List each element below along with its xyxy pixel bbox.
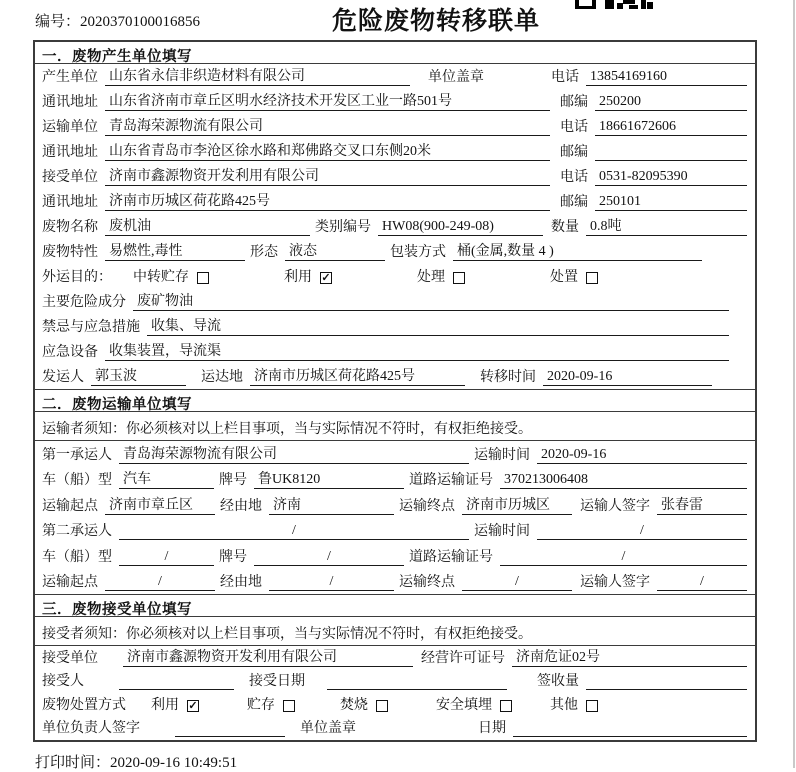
endpoint-label: 运输终点 <box>399 498 455 514</box>
section-transport-row <box>35 543 755 569</box>
first-carrier-label: 第一承运人 <box>42 447 112 463</box>
checkbox-landfill-box <box>500 700 512 712</box>
checkbox-other-label: 其他 <box>550 697 578 713</box>
producer-postcode-value: 250200 <box>595 94 747 111</box>
receiver-person-value <box>119 673 234 690</box>
receiver-notice: 接受者须知：你必须核对以上栏目事项，当与实际情况不符时，有权拒绝接受。 <box>35 617 755 646</box>
transfer-date-label: 转移时间 <box>480 370 536 385</box>
checkbox-treat-box <box>453 272 465 284</box>
checkbox-other-box <box>586 700 598 712</box>
packaging-label: 包装方式 <box>390 245 446 260</box>
waste-name-label: 废物名称 <box>42 220 98 235</box>
waste-name-value: 废机油 <box>105 215 310 236</box>
checkbox-treat-label: 处理 <box>417 270 445 285</box>
checkbox-dispose-label: 处置 <box>550 270 578 285</box>
producer-unit-value: 山东省永信非织造材料有限公司 <box>105 65 410 86</box>
receiver-address-value: 济南市历城区荷花路425号 <box>105 190 550 211</box>
section-producer-row <box>35 214 755 239</box>
transporter-phone-value: 18661672606 <box>595 119 747 136</box>
road-permit-2-value: / <box>500 549 747 566</box>
carrier-sign-2-label: 运输人签字 <box>580 575 650 590</box>
section-producer-row <box>35 189 755 214</box>
checkbox-landfill-label: 安全填埋 <box>436 697 492 713</box>
vehicle-type-2-value: / <box>119 549 214 566</box>
receive-date-value <box>327 673 507 690</box>
category-code-value: HW08(900-249-08) <box>378 219 543 236</box>
checkbox-utilize-box: ✓ <box>321 272 331 284</box>
transport-time-2-value: / <box>537 523 747 540</box>
hazard-component-label: 主要危险成分 <box>42 295 126 310</box>
section-producer-row <box>35 339 755 364</box>
section-producer-row <box>35 364 755 389</box>
transporter-postcode-label: 邮编 <box>560 145 588 160</box>
hazard-component-value: 废矿物油 <box>133 290 729 311</box>
section-receiver-row <box>35 717 755 741</box>
section-producer-row <box>35 89 755 114</box>
road-permit-label: 道路运输证号 <box>409 473 493 488</box>
print-time-label: 打印时间： <box>35 755 111 771</box>
checkbox-utilize-2-label: 利用 <box>151 697 179 713</box>
consignor-value: 郭玉波 <box>91 365 186 386</box>
section-producer-row <box>35 239 755 264</box>
qr-code-fragment-icon <box>575 0 653 9</box>
transporter-phone-label: 电话 <box>560 120 588 135</box>
section-receiver <box>35 594 755 740</box>
checkbox-landfill <box>436 694 512 714</box>
via-label: 经由地 <box>220 498 262 514</box>
carrier-sign-2-value: / <box>657 574 747 591</box>
checkbox-utilize <box>284 266 332 286</box>
transporter-unit-label: 运输单位 <box>42 120 98 135</box>
destination-label: 运达地 <box>201 370 243 385</box>
vehicle-type-value: 汽车 <box>119 468 214 489</box>
category-code-label: 类别编号 <box>315 220 371 235</box>
section-receiver-row <box>35 693 755 717</box>
responsible-sign-label: 单位负责人签字 <box>42 721 140 736</box>
origin-label: 运输起点 <box>42 498 98 514</box>
serial-value: 2020370100016856 <box>80 14 201 30</box>
producer-address-value: 山东省济南市章丘区明水经济技术开发区工业一路501号 <box>105 90 550 111</box>
section-transport-row <box>35 518 755 544</box>
transfer-purpose-label: 外运目的： <box>42 270 112 285</box>
transporter-unit-value: 青岛海荣源物流有限公司 <box>105 115 550 136</box>
section-producer-row <box>35 164 755 189</box>
section-receiver-row <box>35 670 755 694</box>
checkbox-utilize-2-box: ✓ <box>188 699 198 712</box>
serial-label: 编号： <box>35 14 81 30</box>
producer-postcode-label: 邮编 <box>560 95 588 110</box>
receiver-phone-value: 0531-82095390 <box>595 169 747 186</box>
producer-unit-label: 产生单位 <box>42 70 98 85</box>
received-amount-label: 签收量 <box>537 674 579 689</box>
vehicle-type-2-label: 车（船）型 <box>42 549 112 565</box>
plate-number-value: 鲁UK8120 <box>254 468 404 489</box>
disposal-method-label: 废物处置方式 <box>42 697 126 713</box>
receiver-person-label: 接受人 <box>42 674 84 689</box>
via-2-label: 经由地 <box>220 575 262 590</box>
receive-unit-value: 济南市鑫源物资开发利用有限公司 <box>123 646 413 667</box>
packaging-value: 桶(金属,数量 4 ) <box>453 240 702 261</box>
checkbox-store-label: 贮存 <box>247 697 275 713</box>
page-title: 危险废物转移联单 <box>332 8 541 35</box>
emergency-equipment-label: 应急设备 <box>42 345 98 360</box>
emergency-equipment-value: 收集装置，导流渠 <box>105 340 729 361</box>
plate-number-2-label: 牌号 <box>219 549 247 565</box>
unit-seal-label: 单位盖章 <box>428 70 484 85</box>
receive-unit-label: 接受单位 <box>42 650 98 666</box>
destination-value: 济南市历城区荷花路425号 <box>250 365 465 386</box>
contraindication-label: 禁忌与应急措施 <box>42 320 140 335</box>
producer-phone-value: 13854169160 <box>586 69 747 86</box>
second-carrier-value: / <box>119 523 469 540</box>
checkbox-incinerate-box <box>376 700 388 712</box>
plate-number-label: 牌号 <box>219 473 247 488</box>
transport-time-2-label: 运输时间 <box>474 524 530 539</box>
second-carrier-label: 第二承运人 <box>42 524 112 539</box>
checkbox-treat <box>417 266 465 286</box>
receiver-phone-label: 电话 <box>560 170 588 185</box>
checkbox-utilize-2 <box>151 694 199 714</box>
section-transport-row <box>35 492 755 518</box>
section-producer-row <box>35 114 755 139</box>
serial-number <box>35 10 200 31</box>
waste-property-value: 易燃性,毒性 <box>105 240 245 261</box>
date-value <box>513 720 747 737</box>
section-transport-title: 二．废物运输单位填写 <box>35 390 755 412</box>
section-receiver-title: 三．废物接受单位填写 <box>35 595 755 617</box>
producer-address-label: 通讯地址 <box>42 95 98 110</box>
checkbox-transit-storage-box <box>197 272 209 284</box>
transfer-date-value: 2020-09-16 <box>543 369 712 386</box>
origin-2-label: 运输起点 <box>42 575 98 590</box>
receiver-postcode-label: 邮编 <box>560 195 588 210</box>
checkbox-store <box>247 694 295 714</box>
section-transport-row <box>35 441 755 467</box>
section-transport-row <box>35 467 755 493</box>
unit-seal-2-label: 单位盖章 <box>300 721 356 736</box>
contraindication-value: 收集、导流 <box>147 315 729 336</box>
checkbox-dispose <box>550 266 598 286</box>
section-producer-row <box>35 314 755 339</box>
receiver-unit-value: 济南市鑫源物资开发利用有限公司 <box>105 165 550 186</box>
transport-time-label: 运输时间 <box>474 447 530 463</box>
print-time <box>35 751 237 772</box>
origin-2-value: / <box>105 574 215 591</box>
via-value: 济南 <box>269 494 394 515</box>
section-producer <box>35 42 755 389</box>
manifest-form <box>33 40 757 742</box>
checkbox-dispose-box <box>586 272 598 284</box>
vehicle-type-label: 车（船）型 <box>42 473 112 488</box>
transporter-notice: 运输者须知：你必须核对以上栏目事项，当与实际情况不符时，有权拒绝接受。 <box>35 412 755 441</box>
receiver-unit-label: 接受单位 <box>42 170 98 185</box>
quantity-label: 数量 <box>551 220 579 235</box>
consignor-label: 发运人 <box>42 370 84 385</box>
license-number-value: 济南危证02号 <box>512 646 747 667</box>
section-producer-row <box>35 289 755 314</box>
section-producer-row <box>35 64 755 89</box>
first-carrier-value: 青岛海荣源物流有限公司 <box>119 443 469 464</box>
section-producer-row <box>35 139 755 164</box>
section-receiver-row <box>35 646 755 670</box>
quantity-value: 0.8吨 <box>586 215 747 236</box>
checkbox-utilize-label: 利用 <box>284 270 312 285</box>
section-transport <box>35 389 755 594</box>
transporter-address-label: 通讯地址 <box>42 145 98 160</box>
carrier-sign-value: 张春雷 <box>657 494 747 515</box>
transporter-address-value: 山东省青岛市李沧区徐水路和郑佛路交叉口东侧20米 <box>105 140 550 161</box>
checkbox-transit-storage-label: 中转贮存 <box>133 270 189 285</box>
section-producer-title: 一．废物产生单位填写 <box>35 42 755 64</box>
producer-phone-label: 电话 <box>551 70 579 85</box>
transport-time-value: 2020-09-16 <box>537 447 747 464</box>
section-producer-row <box>35 264 755 289</box>
plate-number-2-value: / <box>254 549 404 566</box>
license-number-label: 经营许可证号 <box>421 650 505 666</box>
receiver-postcode-value: 250101 <box>595 194 747 211</box>
via-2-value: / <box>269 574 394 591</box>
waste-property-label: 废物特性 <box>42 245 98 260</box>
date-label: 日期 <box>478 721 506 736</box>
page-right-edge <box>793 0 795 768</box>
form-state-label: 形态 <box>250 245 278 260</box>
form-state-value: 液态 <box>285 240 385 261</box>
transporter-postcode-value <box>595 144 747 161</box>
received-amount-value <box>586 673 747 690</box>
checkbox-other <box>550 694 598 714</box>
receive-date-label: 接受日期 <box>249 674 305 689</box>
checkbox-incinerate-label: 焚烧 <box>340 697 368 713</box>
section-transport-row <box>35 569 755 595</box>
print-time-value: 2020-09-16 10:49:51 <box>110 755 238 771</box>
road-permit-value: 370213006408 <box>500 472 747 489</box>
road-permit-2-label: 道路运输证号 <box>409 549 493 565</box>
origin-value: 济南市章丘区 <box>105 494 215 515</box>
checkbox-incinerate <box>340 694 388 714</box>
endpoint-2-value: / <box>462 574 572 591</box>
checkbox-store-box <box>283 700 295 712</box>
endpoint-2-label: 运输终点 <box>399 575 455 590</box>
responsible-sign-value <box>175 720 285 737</box>
receiver-address-label: 通讯地址 <box>42 195 98 210</box>
checkbox-transit-storage <box>133 266 209 286</box>
carrier-sign-label: 运输人签字 <box>580 498 650 514</box>
endpoint-value: 济南市历城区 <box>462 494 572 515</box>
